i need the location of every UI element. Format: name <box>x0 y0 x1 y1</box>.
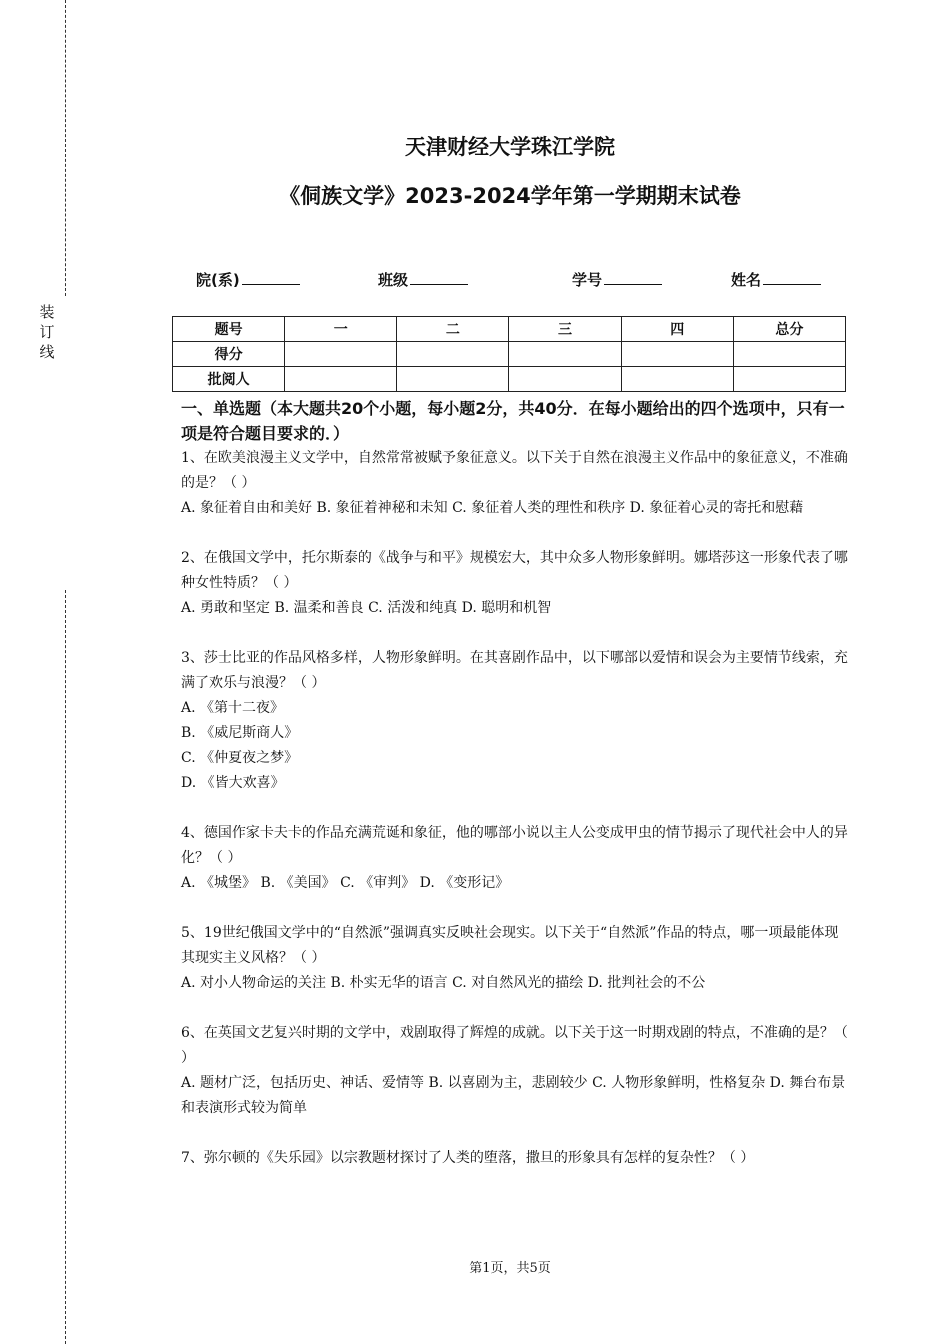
score-table-header: 一 <box>285 317 397 342</box>
name-field[interactable] <box>731 268 821 290</box>
score-table-row <box>173 342 846 367</box>
question-item <box>181 446 851 521</box>
question-stem: 4、德国作家卡夫卡的作品充满荒诞和象征，他的哪部小说以主人公变成甲虫的情节揭示了现代社会中人的异化？（ ） <box>181 825 848 866</box>
student-id-blank[interactable] <box>604 268 662 285</box>
department-field[interactable] <box>196 268 300 290</box>
exam-content <box>181 396 851 1171</box>
binding-dashed-line-bottom <box>65 590 66 1344</box>
binding-char: 线 <box>39 343 55 361</box>
question-stem: 5、19世纪俄国文学中的“自然派”强调真实反映社会现实。以下关于“自然派”作品的特点，哪一项最能体现其现实主义风格？（ ） <box>181 925 839 966</box>
question-option: B. 《威尼斯商人》 <box>181 725 299 741</box>
score-table <box>172 316 846 392</box>
binding-label <box>38 302 56 362</box>
question-stem: 7、弥尔顿的《失乐园》以宗教题材探讨了人类的堕落，撒旦的形象具有怎样的复杂性？（ ） <box>181 1150 755 1166</box>
school-title: 天津财经大学珠江学院 <box>405 135 615 159</box>
score-table-header: 四 <box>621 317 733 342</box>
score-row-label: 得分 <box>173 342 285 367</box>
binding-char: 装 <box>39 303 55 321</box>
page-footer: 第1页，共5页 <box>469 1261 551 1276</box>
score-table-header: 二 <box>397 317 509 342</box>
score-table-header-row <box>173 317 846 342</box>
question-item <box>181 646 851 796</box>
department-blank[interactable] <box>242 268 300 285</box>
question-options: A. 题材广泛，包括历史、神话、爱情等 B. 以喜剧为主，悲剧较少 C. 人物形象鲜明，性格复杂 D. 舞台布景和表演形式较为简单 <box>181 1075 846 1116</box>
question-item <box>181 1146 851 1171</box>
class-field[interactable] <box>378 268 468 290</box>
student-id-field[interactable] <box>572 268 662 290</box>
score-table-header: 三 <box>509 317 621 342</box>
student-info-row <box>0 268 950 292</box>
question-item <box>181 546 851 621</box>
question-option: D. 《皆大欢喜》 <box>181 775 285 791</box>
score-cell[interactable] <box>285 342 397 367</box>
score-cell[interactable] <box>397 342 509 367</box>
question-stem: 3、莎士比亚的作品风格多样，人物形象鲜明。在其喜剧作品中，以下哪部以爱情和误会为主要情节线索，充满了欢乐与浪漫？（ ） <box>181 650 848 691</box>
grader-cell[interactable] <box>621 367 733 392</box>
question-item <box>181 821 851 896</box>
score-table-header: 题号 <box>173 317 285 342</box>
question-options: A. 象征着自由和美好 B. 象征着神秘和未知 C. 象征着人类的理性和秩序 D. 象征着心灵的寄托和慰藉 <box>181 500 804 516</box>
grader-cell[interactable] <box>509 367 621 392</box>
question-options: A. 勇敢和坚定 B. 温柔和善良 C. 活泼和纯真 D. 聪明和机智 <box>181 600 552 616</box>
question-option: A. 《第十二夜》 <box>181 700 285 716</box>
section-title: 一、单选题（本大题共20个小题，每小题2分，共40分．在每小题给出的四个选项中，只有一项是符合题目要求的．） <box>181 399 845 443</box>
score-cell[interactable] <box>509 342 621 367</box>
question-stem: 2、在俄国文学中，托尔斯泰的《战争与和平》规模宏大，其中众多人物形象鲜明。娜塔莎这一形象代表了哪种女性特质？（ ） <box>181 550 848 591</box>
grader-cell[interactable] <box>397 367 509 392</box>
question-option: C. 《仲夏夜之梦》 <box>181 750 299 766</box>
exam-title: 《侗族文学》2023-2024学年第一学期期末试卷 <box>279 184 741 208</box>
question-stem: 1、在欧美浪漫主义文学中，自然常常被赋予象征意义。以下关于自然在浪漫主义作品中的象征意义，不准确的是？（ ） <box>181 450 848 491</box>
binding-char: 订 <box>39 323 55 341</box>
question-stem: 6、在英国文艺复兴时期的文学中，戏剧取得了辉煌的成就。以下关于这一时期戏剧的特点，不准确的是？（ ） <box>181 1025 848 1066</box>
question-item <box>181 1021 851 1121</box>
score-table-row <box>173 367 846 392</box>
score-cell[interactable] <box>621 342 733 367</box>
question-options: A. 《城堡》 B. 《美国》 C. 《审判》 D. 《变形记》 <box>181 875 510 891</box>
question-item <box>181 921 851 996</box>
student-id-label: 学号 <box>572 271 603 289</box>
grader-cell[interactable] <box>285 367 397 392</box>
question-options: A. 对小人物命运的关注 B. 朴实无华的语言 C. 对自然风光的描绘 D. 批判社会的不公 <box>181 975 706 991</box>
score-table-header: 总分 <box>733 317 845 342</box>
score-row-label: 批阅人 <box>173 367 285 392</box>
grader-cell[interactable] <box>733 367 845 392</box>
class-blank[interactable] <box>410 268 468 285</box>
department-label: 院(系) <box>196 271 240 289</box>
name-blank[interactable] <box>763 268 821 285</box>
name-label: 姓名 <box>731 271 762 289</box>
score-cell[interactable] <box>733 342 845 367</box>
class-label: 班级 <box>378 271 409 289</box>
